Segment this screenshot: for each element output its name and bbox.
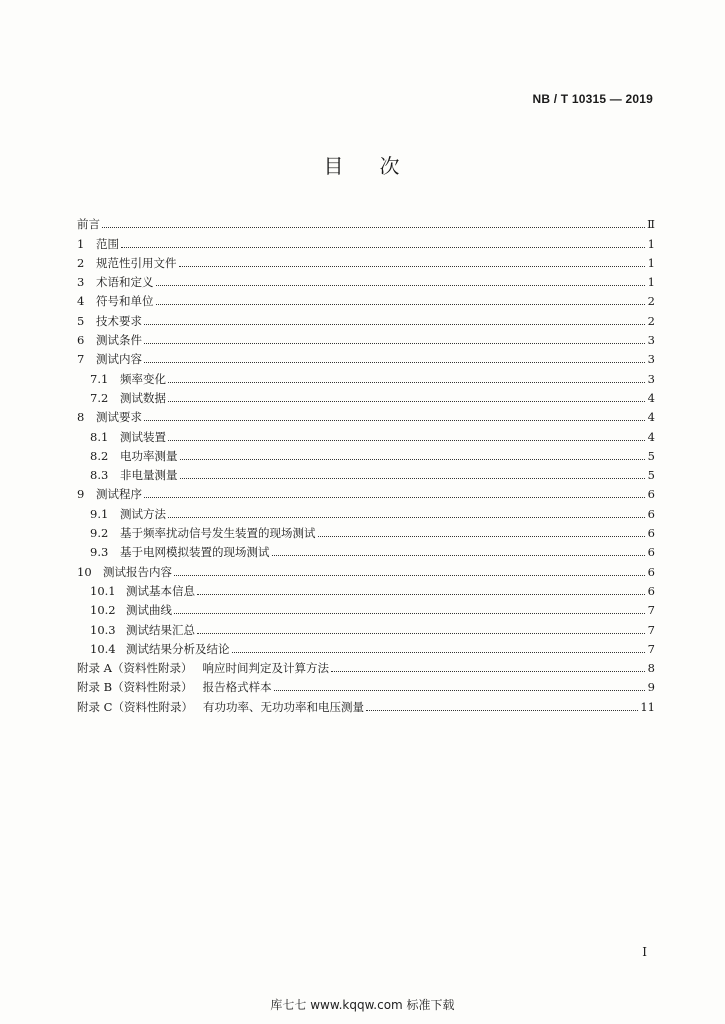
toc-entry-number: 9.1 xyxy=(90,506,109,521)
toc-entry-page: 9 xyxy=(647,680,655,695)
toc-entry-number: 附录 B（资料性附录） xyxy=(77,680,193,695)
toc-leader-dots xyxy=(144,496,645,498)
toc-entry[interactable] xyxy=(77,559,655,578)
toc-entry-title: 测试方法 xyxy=(120,506,166,521)
toc-entry-page: 7 xyxy=(647,622,655,637)
toc-entry[interactable] xyxy=(77,579,655,598)
toc-entry-title: 前言 xyxy=(77,217,100,232)
toc-entry-page: 3 xyxy=(647,371,655,386)
toc-entry[interactable] xyxy=(77,405,655,424)
toc-entry-page: 11 xyxy=(640,699,655,714)
toc-entry[interactable] xyxy=(77,598,655,617)
toc-leader-dots xyxy=(331,670,645,672)
toc-entry-page: 1 xyxy=(647,236,655,251)
toc-leader-dots xyxy=(144,361,645,363)
toc-entry-number: 8.2 xyxy=(90,448,109,463)
toc-leader-dots xyxy=(179,265,646,267)
toc-leader-dots xyxy=(366,709,638,711)
toc-entry-title: 术语和定义 xyxy=(96,275,154,290)
toc-leader-dots xyxy=(174,574,645,576)
toc-entry-page: 4 xyxy=(647,410,655,425)
toc-entry[interactable] xyxy=(77,289,655,308)
toc-entry-title: 测试数据 xyxy=(120,390,166,405)
toc-entry-title: 测试报告内容 xyxy=(103,564,172,579)
toc-entry-title: 测试要求 xyxy=(96,410,142,425)
toc-entry-page: 1 xyxy=(647,275,655,290)
toc-entry-page: 2 xyxy=(647,294,655,309)
toc-entry[interactable] xyxy=(77,637,655,656)
toc-leader-dots xyxy=(168,439,645,441)
toc-entry-title: 基于电网模拟装置的现场测试 xyxy=(120,545,270,560)
toc-entry[interactable] xyxy=(77,482,655,501)
toc-entry-number: 3 xyxy=(77,275,85,290)
toc-entry-number: 8.1 xyxy=(90,429,109,444)
toc-entry-number: 1 xyxy=(77,236,85,251)
toc-entry-title: 电功率测量 xyxy=(120,448,178,463)
toc-entry-number: 7 xyxy=(77,352,85,367)
toc-leader-dots xyxy=(180,458,646,460)
toc-entry-title: 测试装置 xyxy=(120,429,166,444)
toc-leader-dots xyxy=(180,477,646,479)
toc-entry[interactable] xyxy=(77,270,655,289)
toc-entry-page: Ⅱ xyxy=(647,217,655,232)
toc-entry-title: 测试结果汇总 xyxy=(126,622,195,637)
toc-leader-dots xyxy=(274,689,645,691)
toc-leader-dots xyxy=(232,651,646,653)
toc-leader-dots xyxy=(121,246,645,248)
toc-entry[interactable] xyxy=(77,675,655,694)
table-of-contents xyxy=(77,212,655,714)
toc-entry[interactable] xyxy=(77,347,655,366)
toc-entry-page: 2 xyxy=(647,313,655,328)
toc-entry-page: 7 xyxy=(647,603,655,618)
toc-entry-page: 8 xyxy=(647,661,655,676)
toc-entry-title: 技术要求 xyxy=(96,313,142,328)
toc-entry[interactable] xyxy=(77,617,655,636)
toc-entry-page: 7 xyxy=(647,641,655,656)
toc-entry-number: 7.1 xyxy=(90,371,109,386)
toc-entry-number: 9.2 xyxy=(90,526,109,541)
toc-entry-title: 测试结果分析及结论 xyxy=(126,641,230,656)
toc-entry[interactable] xyxy=(77,694,655,713)
toc-entry[interactable] xyxy=(77,328,655,347)
title-char-1: 目 xyxy=(323,154,346,178)
toc-entry-page: 3 xyxy=(647,333,655,348)
toc-leader-dots xyxy=(197,593,645,595)
toc-leader-dots xyxy=(174,612,645,614)
toc-entry-page: 6 xyxy=(647,564,655,579)
toc-entry-title: 规范性引用文件 xyxy=(96,255,177,270)
toc-leader-dots xyxy=(272,554,646,556)
toc-entry-title: 测试内容 xyxy=(96,352,142,367)
toc-entry[interactable] xyxy=(77,656,655,675)
toc-leader-dots xyxy=(168,400,645,402)
toc-entry-number: 7.2 xyxy=(90,390,109,405)
toc-entry-title: 响应时间判定及计算方法 xyxy=(202,661,329,676)
toc-entry-number: 2 xyxy=(77,255,85,270)
toc-leader-dots xyxy=(144,419,645,421)
toc-entry-title: 有功功率、无功功率和电压测量 xyxy=(202,699,364,714)
toc-entry-page: 5 xyxy=(647,448,655,463)
toc-entry-number: 5 xyxy=(77,313,85,328)
toc-entry-title: 测试程序 xyxy=(96,487,142,502)
toc-leader-dots xyxy=(168,516,645,518)
page-title xyxy=(0,150,725,179)
toc-entry[interactable] xyxy=(77,463,655,482)
toc-entry[interactable] xyxy=(77,366,655,385)
toc-entry-page: 3 xyxy=(647,352,655,367)
toc-entry-number: 9.3 xyxy=(90,545,109,560)
toc-entry-page: 6 xyxy=(647,526,655,541)
toc-leader-dots xyxy=(102,226,645,228)
toc-leader-dots xyxy=(144,342,645,344)
toc-leader-dots xyxy=(156,284,646,286)
toc-entry[interactable] xyxy=(77,231,655,250)
toc-entry-number: 附录 A（资料性附录） xyxy=(77,661,193,676)
toc-entry-title: 非电量测量 xyxy=(120,468,178,483)
toc-entry-number: 10.3 xyxy=(90,622,116,637)
toc-entry-page: 4 xyxy=(647,429,655,444)
toc-entry-number: 6 xyxy=(77,333,85,348)
toc-entry-page: 6 xyxy=(647,506,655,521)
toc-entry[interactable] xyxy=(77,424,655,443)
toc-entry-page: 1 xyxy=(647,255,655,270)
toc-entry-title: 符号和单位 xyxy=(96,294,154,309)
toc-entry-number: 8.3 xyxy=(90,468,109,483)
toc-entry-page: 4 xyxy=(647,390,655,405)
toc-entry-number: 10 xyxy=(77,564,92,579)
toc-entry[interactable] xyxy=(77,308,655,327)
toc-entry-number: 10.4 xyxy=(90,641,116,656)
toc-entry-number: 4 xyxy=(77,294,85,309)
toc-leader-dots xyxy=(318,535,646,537)
toc-entry[interactable] xyxy=(77,212,655,231)
title-char-2: 次 xyxy=(379,154,402,178)
toc-entry-title: 基于频率扰动信号发生装置的现场测试 xyxy=(120,526,316,541)
toc-leader-dots xyxy=(168,381,645,383)
standard-code: NB / T 10315 — 2019 xyxy=(532,92,653,106)
page-number: I xyxy=(642,945,647,959)
toc-entry-title: 测试基本信息 xyxy=(126,583,195,598)
toc-entry-number: 10.1 xyxy=(90,583,116,598)
footer-watermark: 库七七 www.kqqw.com 标准下载 xyxy=(270,998,455,1012)
toc-entry[interactable] xyxy=(77,444,655,463)
toc-entry[interactable] xyxy=(77,251,655,270)
toc-entry[interactable] xyxy=(77,501,655,520)
toc-entry[interactable] xyxy=(77,386,655,405)
toc-entry[interactable] xyxy=(77,521,655,540)
toc-entry-title: 测试曲线 xyxy=(126,603,172,618)
toc-entry-page: 6 xyxy=(647,583,655,598)
toc-entry-title: 范围 xyxy=(96,236,119,251)
toc-entry-number: 9 xyxy=(77,487,85,502)
toc-entry-page: 6 xyxy=(647,545,655,560)
toc-leader-dots xyxy=(156,303,646,305)
toc-entry-number: 10.2 xyxy=(90,603,116,618)
toc-entry-page: 5 xyxy=(647,468,655,483)
toc-entry-number: 附录 C（资料性附录） xyxy=(77,699,193,714)
toc-entry-title: 报告格式样本 xyxy=(202,680,272,695)
toc-leader-dots xyxy=(197,632,645,634)
toc-entry-title: 频率变化 xyxy=(120,371,166,386)
toc-entry[interactable] xyxy=(77,540,655,559)
toc-leader-dots xyxy=(144,323,645,325)
toc-entry-number: 8 xyxy=(77,410,85,425)
toc-entry-page: 6 xyxy=(647,487,655,502)
toc-entry-title: 测试条件 xyxy=(96,333,142,348)
